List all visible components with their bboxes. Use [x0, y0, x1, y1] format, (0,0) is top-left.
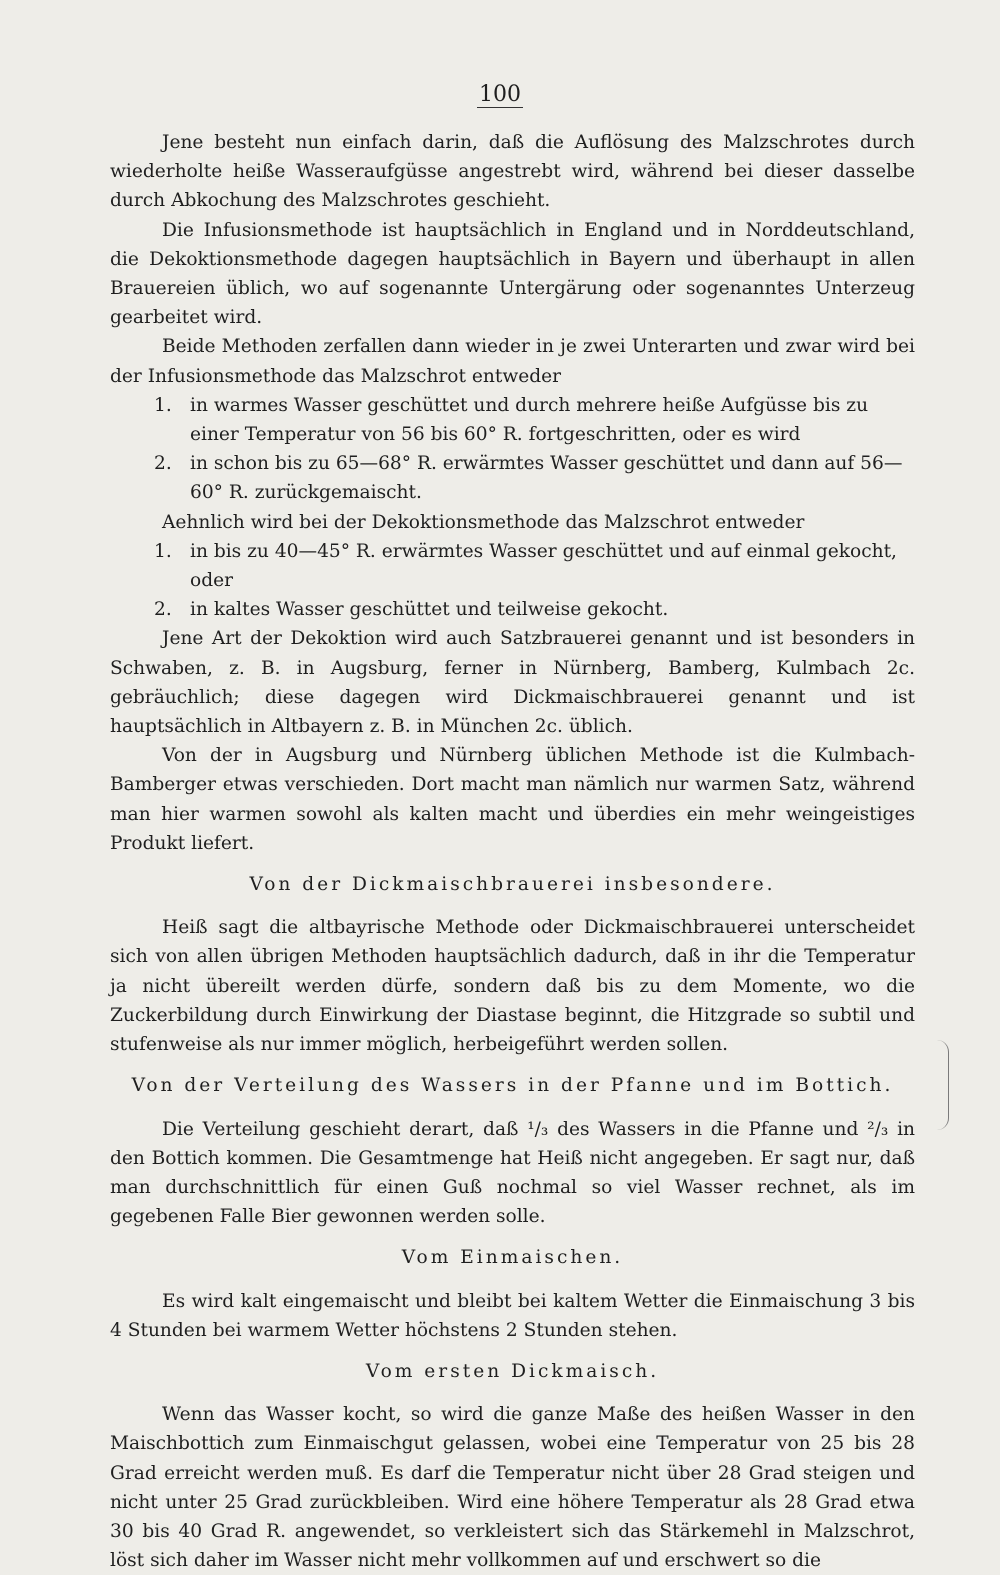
- section-heading: Von der Dickmaischbrauerei insbesondere.: [249, 874, 776, 896]
- paragraph: Wenn das Wasser kocht, so wird die ganze Maße des heißen Wasser in den Maischbottich zum Einmaischgut gelassen, wobei eine Temperatur von 25 bis 28 Grad erreicht werden muß. Es darf die Temperatur nicht über 28 Grad steigen und nicht unter 25 Grad zurückbleiben. Wird eine höhere Temperatur als 28 Grad etwa 30 bis 40 Grad R. angewendet, so verkleistert sich das Stärkemehl in Malzschrot, löst sich daher im Wasser nicht mehr vollkommen auf und erschwert so die: [110, 1404, 915, 1572]
- paragraph: Aehnlich wird bei der Dekoktionsmethode das Malzschrot entweder: [162, 511, 805, 533]
- list-item-text: in kaltes Wasser geschüttet und teilweise gekocht.: [190, 599, 669, 621]
- list-item-text: in warmes Wasser geschüttet und durch mehrere heiße Aufgüsse bis zu einer Temperatur von 56 bis 60° R. fortgeschritten, oder es wird: [190, 394, 869, 446]
- list-item-number: 1.: [154, 540, 172, 562]
- paragraph: Jene Art der Dekoktion wird auch Satzbrauerei genannt und ist besonders in Schwaben, z. B. in Augsburg, ferner in Nürnberg, Bamberg, Kulmbach 2c. gebräuchlich; diese dagegen wird Dickmaischbrauerei genannt und ist hauptsächlich in Altbayern z. B. in München 2c. üblich.: [110, 628, 915, 738]
- section-heading: Von der Verteilung des Wassers in der Pfanne und im Bottich.: [131, 1075, 894, 1097]
- margin-bracket-mark: [928, 1040, 949, 1130]
- list-item-text: in schon bis zu 65—68° R. erwärmtes Wasser geschüttet und dann auf 56—60° R. zurückgemaischt.: [190, 453, 903, 504]
- list-item: [110, 537, 915, 595]
- page-number: 100: [479, 82, 521, 107]
- paragraph: Es wird kalt eingemaischt und bleibt bei kaltem Wetter die Einmaischung 3 bis 4 Stunden bei warmem Wetter höchstens 2 Stunden stehen.: [110, 1290, 915, 1341]
- list-item: [110, 595, 915, 624]
- list-item: [110, 391, 915, 449]
- list-item-number: 2.: [154, 599, 172, 621]
- paragraph: Jene besteht nun einfach darin, daß die Auflösung des Malzschrotes durch wiederholte heiße Wasseraufgüsse angestrebt wird, während bei dieser dasselbe durch Abkochung des Malzschrotes geschieht.: [110, 132, 915, 212]
- paragraph: Von der in Augsburg und Nürnberg üblichen Methode ist die Kulmbach-Bamberger etwas verschieden. Dort macht man nämlich nur warmen Satz, während man hier warmen sowohl als kalten macht und überdies ein mehr weingeistiges Produkt liefert.: [110, 745, 915, 854]
- list-item-number: 1.: [154, 394, 172, 416]
- paragraph: Beide Methoden zerfallen dann wieder in je zwei Unterarten und zwar wird bei der Infusionsmethode das Malzschrot entweder: [110, 336, 915, 387]
- section-heading: Vom Einmaischen.: [401, 1247, 624, 1269]
- list-item: [110, 449, 915, 507]
- section-heading: Vom ersten Dickmaisch.: [365, 1360, 660, 1382]
- paragraph: Heiß sagt die altbayrische Methode oder Dickmaischbrauerei unterscheidet sich von allen übrigen Methoden hauptsächlich dadurch, daß in ihr die Temperatur ja nicht übereilt werden dürfe, sondern daß bis zu dem Momente, wo die Zuckerbildung durch Einwirkung der Diastase beginnt, die Hitzgrade so subtil und stufenweise als nur immer möglich, herbeigeführt werden sollen.: [110, 917, 915, 1056]
- page-body: [110, 128, 915, 1575]
- list-item-number: 2.: [154, 453, 172, 475]
- list-item-text: in bis zu 40—45° R. erwärmtes Wasser geschüttet und auf einmal gekocht, oder: [190, 540, 897, 592]
- paragraph: Die Infusionsmethode ist hauptsächlich in England und in Norddeutschland, die Dekoktionsmethode dagegen hauptsächlich in Bayern und überhaupt in allen Brauereien üblich, wo auf sogenannte Untergärung oder sogenanntes Unterzeug gearbeitet wird.: [110, 219, 915, 329]
- paragraph: Die Verteilung geschieht derart, daß ¹/₃ des Wassers in die Pfanne und ²/₃ in den Bottich kommen. Die Gesamtmenge hat Heiß nicht angegeben. Er sagt nur, daß man durchschnittlich für einen Guß nochmal so viel Wasser rechnet, als im gegebenen Falle Bier gewonnen werden solle.: [110, 1118, 915, 1228]
